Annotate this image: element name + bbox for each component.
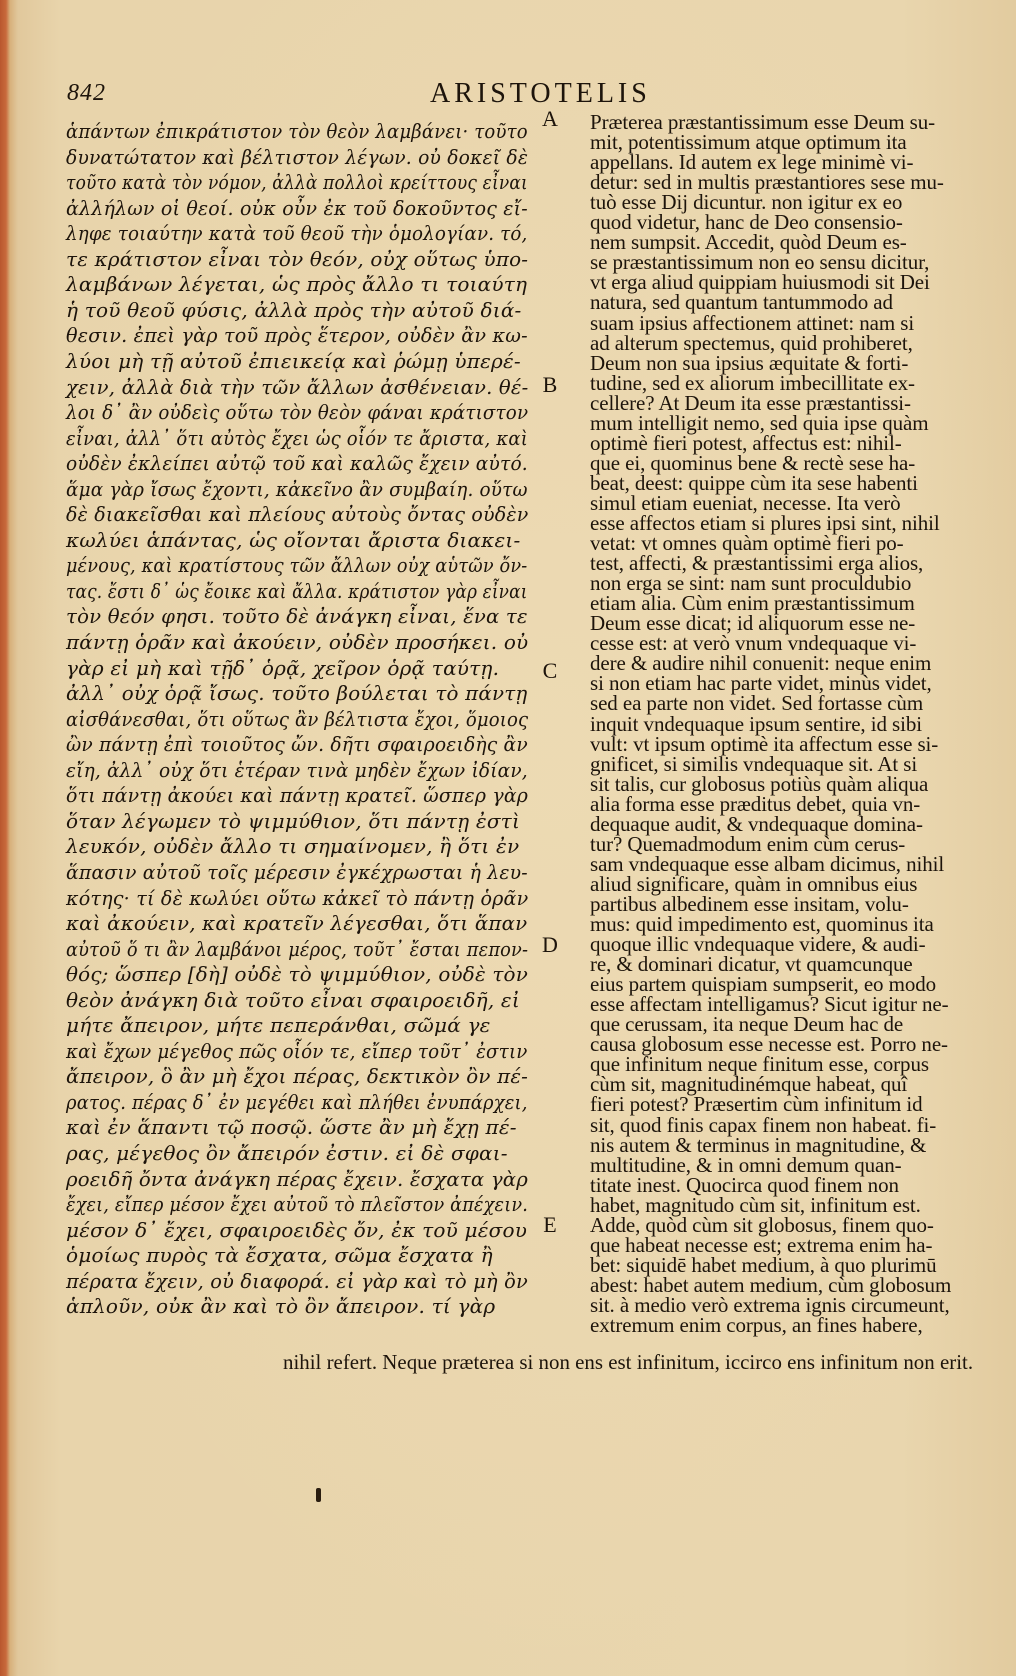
greek-line: τοῦτο κατὰ τὸν νόμον, ἀλλὰ πολλοὶ κρείττους εἶναι <box>66 170 528 195</box>
greek-line: ὢν πάντῃ ἐπὶ τοιοῦτος ὤν. δῆτι σφαιροειδὴς ἂν <box>66 732 528 757</box>
latin-line: sit. à medio verò extrema ignis circumeunt, <box>590 1292 950 1317</box>
greek-line: ρας, μέγεθος ὂν ἄπειρόν ἐστιν. εἰ δὲ σφαι- <box>66 1141 508 1165</box>
greek-line: αἰσθάνεσθαι, ὅτι οὕτως ἂν βέλτιστα ἔχοι, ὅμοιος <box>66 706 529 731</box>
greek-line: πάντῃ ὁρᾶν καὶ ἀκούειν, οὐδὲν προσήκει. οὐ <box>66 630 529 654</box>
latin-line: sam vndequaque esse albam dicimus, nihil <box>590 851 945 876</box>
latin-line: quoque illic vndequaque videre, & audi- <box>590 932 926 957</box>
footer-text-line: nihil refert. Neque præterea si non ens est infinitum, iccirco ens infinitum non erit. <box>283 1350 974 1374</box>
latin-line: tur? Quemadmodum enim cùm cerus- <box>590 831 906 856</box>
latin-line: sed ea parte non videt. Sed fortasse cùm <box>590 691 924 716</box>
margin-letter-c: C <box>542 658 558 683</box>
greek-line: λευκόν, οὐδὲν ἄλλο τι σημαίνομεν, ἢ ὅτι ἐν <box>66 834 520 859</box>
latin-line: nem sumpsit. Accedit, quòd Deum es- <box>590 230 907 255</box>
latin-line: causa globosum esse necesse est. Porro ne- <box>590 1032 948 1057</box>
greek-line: τε κράτιστον εἶναι τὸν θεόν, οὐχ οὕτως ὑπο- <box>66 246 529 271</box>
latin-line: mus: quid impedimento est, quominus ita <box>590 912 934 936</box>
latin-line: detur: sed in multis præstantiores sese mu- <box>590 170 944 195</box>
latin-line: tudine, sed ex aliorum imbecillitate ex- <box>590 370 915 395</box>
latin-line: etiam alia. Cùm enim præstantissimum <box>590 591 915 616</box>
latin-line: natura, sed quantum tantummodo ad <box>590 290 893 315</box>
margin-letter-a: A <box>542 106 558 131</box>
latin-line: que infinitum neque finitum esse, corpus <box>590 1052 929 1077</box>
latin-line: si non etiam hac parte videt, minùs videt, <box>590 671 932 696</box>
greek-line: εἴη, ἀλλ᾽ οὐχ ὅτι ἑτέραν τινὰ μηδὲν ἔχων ἰδίαν, <box>66 757 528 782</box>
latin-line: sit talis, cur globosus potiùs quàm aliqua <box>590 771 929 796</box>
latin-line: non erga se sint: nam sunt proculdubio <box>590 571 912 596</box>
greek-line: χειν, ἀλλὰ διὰ τὴν τῶν ἄλλων ἀσθένειαν. θέ- <box>66 374 529 399</box>
greek-line: τὸν θεόν φησι. τοῦτο δὲ ἀνάγκη εἶναι, ἕνα τε <box>66 604 528 629</box>
page-number: 842 <box>67 80 106 106</box>
latin-line: gnificet, si similis vndequaque sit. At si <box>590 751 918 776</box>
latin-line: Deum esse dicat; id aliquorum esse ne- <box>590 611 916 636</box>
latin-line: bet: siquidē habet medium, à quo plurimū <box>590 1252 937 1277</box>
greek-line: ἁπάντων ἐπικράτιστον τὸν θεὸν λαμβάνει· τοῦτο <box>66 119 528 143</box>
latin-line: que habeat necesse est; extrema enim ha- <box>590 1232 933 1257</box>
latin-line: mit, potentissimum atque optimum ita <box>590 130 907 155</box>
latin-line: beat, deest: quippe cùm ita sese habenti <box>590 470 918 495</box>
greek-line: ἀλλήλων οἱ θεοί. οὐκ οὖν ἐκ τοῦ δοκοῦντος εἴ- <box>66 195 528 220</box>
latin-line: tuò esse Dij dicuntur. non igitur ex eo <box>590 190 903 215</box>
greek-line: ροειδῆ ὄντα ἀνάγκη πέρας ἔχειν. ἔσχατα γὰρ <box>66 1166 529 1191</box>
latin-line: esse affectos etiam si plures ipsi sint, nihil <box>590 511 940 535</box>
latin-line: suam ipsius affectionem attinet: nam si <box>590 310 915 335</box>
greek-line: καὶ ἐν ἅπαντι τῷ ποσῷ. ὥστε ἂν μὴ ἔχῃ πέ- <box>66 1115 517 1140</box>
latin-line: esse affectam intelligamus? Sicut igitur ne- <box>590 992 949 1017</box>
latin-line: optimè fieri potest, affectus est: nihil- <box>590 430 902 455</box>
greek-line: αὐτοῦ ὅ τι ἂν λαμβάνοι μέρος, τοῦτ᾽ ἔσται πεπον- <box>66 936 529 961</box>
latin-line: habet, magnitudo cùm sit, infinitum est. <box>590 1192 921 1217</box>
greek-line: ὁμοίως πυρὸς τὰ ἔσχατα, σῶμα ἔσχατα ἢ <box>66 1243 493 1268</box>
ink-mark <box>316 1488 321 1502</box>
greek-line: κωλύει ἁπάντας, ὡς οἴονται ἄριστα διακει- <box>66 527 521 552</box>
greek-line: ὅταν λέγωμεν τὸ ψιμμύθιον, ὅτι πάντῃ ἐστὶ <box>66 808 520 833</box>
greek-line: μέσον δ᾽ ἔχει, σφαιροειδὲς ὄν, ἐκ τοῦ μέσου <box>66 1217 528 1242</box>
greek-line: τας. ἔστι δ᾽ ὡς ἔοικε καὶ ἄλλα. κράτιστον γὰρ εἶναι <box>66 578 528 603</box>
greek-line: ληφε τοιαύτην κατὰ τοῦ θεοῦ τὴν ὁμολογίαν. τό, <box>66 221 528 246</box>
latin-line: appellans. Id autem ex lege minimè vi- <box>590 150 914 175</box>
latin-line: vult: vt ipsum optimè ita affectum esse si- <box>590 731 939 756</box>
latin-line: Deum non sua ipsius æquitate & forti- <box>590 350 909 375</box>
greek-line: ἔχει, εἴπερ μέσον ἔχει αὐτοῦ τὸ πλεῖστον ἀπέχειν. <box>66 1192 529 1217</box>
greek-line: θεσιν. ἐπεὶ γὰρ τοῦ πρὸς ἕτερον, οὐδὲν ἂν κω- <box>66 323 528 348</box>
latin-line: aliud significare, quàm in omnibus eius <box>590 871 918 896</box>
latin-line: dere & audire nihil conuenit: neque enim <box>590 651 932 676</box>
greek-line: ἄπειρον, ὃ ἂν μὴ ἔχοι πέρας, δεκτικὸν ὂν πέ- <box>66 1064 529 1089</box>
greek-line: πέρατα ἔχειν, οὐ διαφορά. εἰ γὰρ καὶ τὸ μὴ ὂν <box>66 1268 528 1293</box>
latin-line: abest: habet autem medium, cùm globosum <box>590 1272 952 1297</box>
running-head: ARISTOTELIS <box>430 78 651 109</box>
greek-line: ρατος. πέρας δ᾽ ἐν μεγέθει καὶ πλήθει ἐνυπάρχει, <box>66 1089 528 1114</box>
greek-line: μήτε ἄπειρον, μήτε πεπεράνθαι, σῶμά γε <box>66 1013 491 1038</box>
margin-letter-b: B <box>542 372 558 397</box>
greek-line: λύοι μὴ τῇ αὐτοῦ ἐπιεικείᾳ καὶ ῥώμῃ ὑπερέ- <box>66 348 521 373</box>
latin-line: dequaque audit, & vndequaque domina- <box>590 811 923 836</box>
latin-line: fieri potest? Præsertim cùm infinitum id <box>590 1092 923 1117</box>
latin-line: multitudine, & in omni demum quan- <box>590 1152 902 1177</box>
latin-line: partibus albedinem esse insitam, volu- <box>590 891 909 916</box>
latin-line: que cerussam, ita neque Deum hac de <box>590 1012 904 1037</box>
greek-line: εἶναι, ἀλλ᾽ ὅτι αὐτὸς ἔχει ὡς οἷόν τε ἄριστα, καὶ <box>66 425 529 450</box>
greek-line: οὐδὲν ἐκλείπει αὐτῷ τοῦ καὶ καλῶς ἔχειν αὐτό. <box>66 451 528 476</box>
latin-line: titate inest. Quocirca quod finem non <box>590 1172 899 1197</box>
greek-line: ἡ τοῦ θεοῦ φύσις, ἀλλὰ πρὸς τὴν αὐτοῦ διά- <box>66 297 522 322</box>
greek-line: θεὸν ἀνάγκη διὰ τοῦτο εἶναι σφαιροειδῆ, εἰ <box>66 987 520 1012</box>
greek-line: μένους, καὶ κρατίστους τῶν ἄλλων οὐχ αὑτῶν ὄν- <box>66 553 528 578</box>
latin-line: test, affecti, & præstantissimi erga alios, <box>590 551 924 576</box>
latin-line: Adde, quòd cùm sit globosus, finem quo- <box>590 1212 934 1237</box>
latin-line: sit, quod finis capax finem non habeat. fi- <box>590 1112 937 1137</box>
latin-line: alia forma esse præditus debet, quia vn- <box>590 791 921 816</box>
latin-line: vt erga aliud quippiam huiusmodi sit Dei <box>590 270 930 295</box>
greek-line: λαμβάνων λέγεται, ὡς πρὸς ἄλλο τι τοιαύτη <box>66 272 528 297</box>
margin-letter-e: E <box>543 1212 557 1237</box>
greek-line: κότης· τί δὲ κωλύει οὕτω κἀκεῖ τὸ πάντῃ ὁρᾶν <box>66 885 529 910</box>
latin-line: que ei, quominus bene & rectè sese ha- <box>590 450 916 475</box>
greek-line: δὲ διακεῖσθαι καὶ πλείους αὐτοὺς ὄντας οὐδὲν <box>66 502 529 527</box>
latin-line: re, & dominari dicatur, vt quamcunque <box>590 952 913 977</box>
greek-line: ἅμα γὰρ ἴσως ἔχοντι, κἀκεῖνο ἂν συμβαίη. οὕτω <box>66 476 528 501</box>
greek-line: καὶ ἔχων μέγεθος πῶς οἷόν τε, εἴπερ τοῦτ᾽ ἐστιν <box>66 1038 528 1063</box>
latin-line: nis autem & terminus in magnitudine, & <box>590 1132 927 1157</box>
latin-line: cùm sit, magnitudinémque habeat, quî <box>590 1072 908 1097</box>
latin-line: Præterea præstantissimum esse Deum su- <box>590 110 935 134</box>
latin-line: se præstantissimum non eo sensu dicitur, <box>590 250 930 275</box>
latin-line: simul etiam eueniat, necesse. Ita verò <box>590 490 901 515</box>
latin-line: cesse est: at verò vnum vndequaque vi- <box>590 631 917 656</box>
latin-line: inquit vndequaque ipsum sentire, id sibi <box>590 711 922 736</box>
greek-line: καὶ ἀκούειν, καὶ κρατεῖν λέγεσθαι, ὅτι ἅπαν <box>66 911 528 936</box>
greek-line: θός; ὥσπερ [δὴ] οὐδὲ τὸ ψιμμύθιον, οὐδὲ τὸν <box>66 962 529 987</box>
latin-line: eius partem quispiam sumpserit, eo modo <box>590 972 937 997</box>
greek-line: ἀλλ᾽ οὐχ ὁρᾷ ἴσως. τοῦτο βούλεται τὸ πάντῃ <box>66 681 528 706</box>
greek-line: ὅτι πάντῃ ἀκούει καὶ πάντῃ κρατεῖ. ὥσπερ γὰρ <box>66 783 529 808</box>
greek-line: λοι δ᾽ ἂν οὐδεὶς οὕτω τὸν θεὸν φάναι κράτιστον <box>66 400 529 425</box>
greek-line: δυνατώτατον καὶ βέλτιστον λέγων. οὐ δοκεῖ δὲ <box>66 144 529 169</box>
latin-line: vetat: vt omnes quàm optimè fieri po- <box>590 531 904 556</box>
latin-line: ad alterum spectemus, quid prohiberet, <box>590 330 913 355</box>
greek-text-column <box>66 112 566 1332</box>
margin-letter-d: D <box>542 932 558 957</box>
latin-line: quod videtur, hanc de Deo consensio- <box>590 210 903 235</box>
latin-line: mum intelligit nemo, sed quia ipse quàm <box>590 410 929 435</box>
latin-line: extremum enim corpus, an fines habere, <box>590 1313 923 1337</box>
greek-line: γὰρ εἰ μὴ καὶ τῇδ᾽ ὁρᾷ, χεῖρον ὁρᾷ ταύτῃ. <box>66 655 500 680</box>
latin-text-column <box>590 108 965 1348</box>
greek-line: ἁπλοῦν, οὐκ ἂν καὶ τὸ ὂν ἄπειρον. τί γὰρ <box>66 1294 496 1319</box>
latin-line: cellere? At Deum ita esse præstantissi- <box>590 390 911 415</box>
greek-line: ἅπασιν αὐτοῦ τοῖς μέρεσιν ἐγκέχρωσται ἡ λευ- <box>66 859 528 884</box>
